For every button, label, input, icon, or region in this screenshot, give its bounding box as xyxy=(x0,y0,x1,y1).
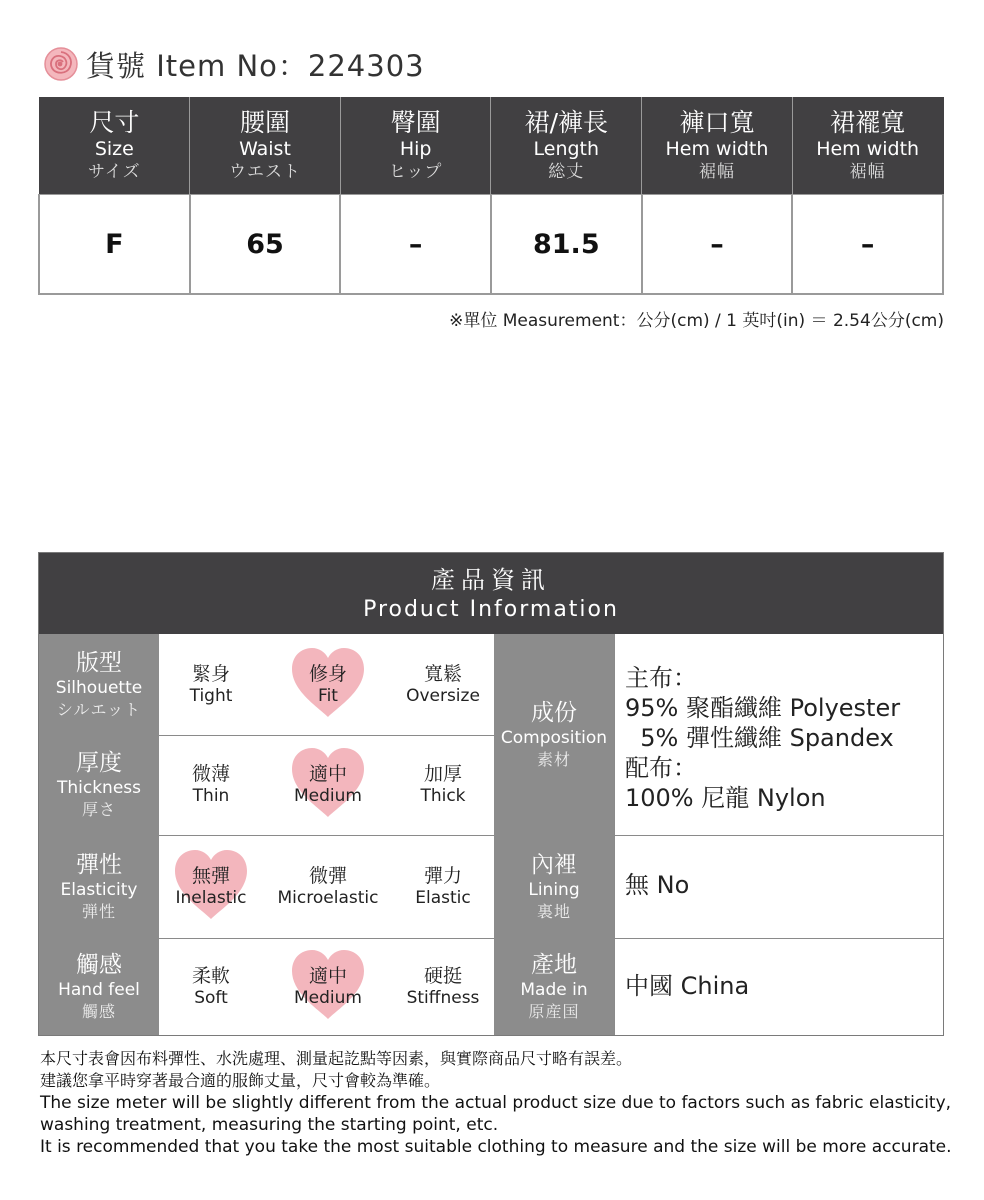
note-line: washing treatment, measuring the starting point, etc. xyxy=(40,1115,499,1135)
size-col-header-jp: 総丈 xyxy=(548,162,585,182)
attribute-label xyxy=(39,835,159,939)
size-col-header-jp: ウエスト xyxy=(228,162,301,182)
attribute-option xyxy=(273,938,383,1035)
attribute-label-zh: 彈性 xyxy=(76,851,122,878)
unit-note: ※單位 Measurement：公分(cm) / 1 英吋(in) ＝ 2.54公分(cm) xyxy=(449,311,944,331)
size-col-header-en: Waist xyxy=(239,138,291,160)
option-label-zh: 柔軟 xyxy=(191,964,230,987)
option-label-en: Medium xyxy=(294,786,362,806)
size-col-header xyxy=(190,97,341,195)
note-line: 本尺寸表會因布料彈性、水洗處理、測量起訖點等因素，與實際商品尺寸略有誤差。 xyxy=(40,1049,633,1068)
composition-label-zh: 成份 xyxy=(531,699,577,726)
note-line: 建議您拿平時穿著最合適的服飾丈量，尺寸會較為準確。 xyxy=(40,1071,441,1090)
size-col-header-zh: 尺寸 xyxy=(89,108,140,137)
origin-value: 中國 China xyxy=(625,972,750,1000)
option-label-zh: 微彈 xyxy=(308,864,347,887)
product-info-title-en: Product Information xyxy=(363,597,619,622)
attribute-option xyxy=(273,835,383,938)
size-cell: 65 xyxy=(190,195,341,295)
product-information-table xyxy=(38,552,944,1036)
size-cell: F xyxy=(39,195,190,295)
size-cell: – xyxy=(792,195,943,295)
size-col-header xyxy=(642,97,793,195)
size-table xyxy=(38,97,944,295)
option-label-en: Medium xyxy=(294,987,362,1008)
attribute-option xyxy=(156,835,266,938)
composition-label xyxy=(494,634,614,836)
composition-value xyxy=(625,663,900,813)
table-row xyxy=(39,195,943,295)
option-label-en: Fit xyxy=(318,685,338,706)
item-number: 貨號 Item No：224303 xyxy=(86,48,425,83)
size-col-header xyxy=(491,97,642,195)
lining-label-en: Lining xyxy=(528,879,580,900)
option-label-zh: 加厚 xyxy=(423,763,462,785)
note-line: It is recommended that you take the most suitable clothing to measure and the size will be more accurate. xyxy=(40,1137,952,1157)
disclaimer-notes xyxy=(40,1048,960,1158)
size-col-header-en: Size xyxy=(94,138,134,160)
attribute-label-en: Elasticity xyxy=(60,879,138,900)
lining-label-zh: 內裡 xyxy=(531,851,577,878)
attribute-option xyxy=(273,634,383,735)
size-col-header-jp: サイズ xyxy=(88,162,141,182)
lining-value: 無 No xyxy=(625,871,690,899)
attribute-label-en: Hand feel xyxy=(58,979,140,1000)
composition-line: 100% 尼龍 Nylon xyxy=(625,784,826,812)
size-col-header-en: Hem width xyxy=(665,138,769,160)
attribute-option xyxy=(388,634,498,735)
size-col-header xyxy=(39,97,190,195)
attribute-label-jp: 弾性 xyxy=(81,901,116,921)
option-label-en: Thick xyxy=(420,786,466,806)
attribute-label-zh: 厚度 xyxy=(76,750,122,776)
origin-label-jp: 原産国 xyxy=(528,1001,580,1021)
attribute-label-jp: シルエット xyxy=(56,699,142,719)
attribute-option xyxy=(156,634,266,735)
attribute-option xyxy=(273,735,383,835)
attribute-label xyxy=(39,938,159,1035)
attribute-label-jp: 厚さ xyxy=(81,800,116,819)
option-label-zh: 硬挺 xyxy=(423,964,462,987)
attribute-option xyxy=(388,938,498,1035)
product-info-header xyxy=(39,553,943,634)
option-label-zh: 微薄 xyxy=(191,763,230,785)
attribute-label xyxy=(39,735,159,836)
origin-label xyxy=(494,938,614,1035)
attribute-option xyxy=(156,938,266,1035)
attribute-option xyxy=(388,735,498,835)
composition-label-jp: 素材 xyxy=(536,749,571,769)
option-label-en: Oversize xyxy=(406,685,480,706)
option-label-en: Tight xyxy=(189,685,233,706)
size-col-header-jp: 裾幅 xyxy=(698,162,735,182)
size-cell: – xyxy=(340,195,491,295)
size-col-header xyxy=(340,97,491,195)
option-label-zh: 適中 xyxy=(308,763,347,785)
option-label-en: Inelastic xyxy=(175,887,247,908)
size-col-header-jp: ヒップ xyxy=(388,162,443,182)
option-label-zh: 無彈 xyxy=(191,864,230,887)
composition-line: 5% 彈性纖維 Spandex xyxy=(625,724,894,752)
attribute-label-zh: 版型 xyxy=(76,649,122,676)
option-label-en: Soft xyxy=(194,987,228,1008)
composition-line: 主布： xyxy=(625,664,697,692)
size-col-header-zh: 腰圍 xyxy=(239,108,290,137)
option-label-zh: 緊身 xyxy=(191,662,230,685)
size-cell: 81.5 xyxy=(491,195,642,295)
attribute-label xyxy=(39,634,159,736)
composition-line: 95% 聚酯纖維 Polyester xyxy=(625,694,901,722)
product-info-title-zh: 產品資訊 xyxy=(431,566,551,594)
option-label-en: Elastic xyxy=(415,887,471,908)
option-label-zh: 彈力 xyxy=(423,864,462,887)
size-cell: – xyxy=(642,195,793,295)
rose-icon xyxy=(44,47,78,81)
lining-label xyxy=(494,835,614,939)
attribute-label-zh: 觸感 xyxy=(76,951,122,978)
composition-line: 配布： xyxy=(625,754,697,782)
size-col-header-jp: 裾幅 xyxy=(849,162,886,182)
option-label-zh: 適中 xyxy=(308,964,347,987)
size-col-header-zh: 褲口寬 xyxy=(679,108,755,137)
attribute-label-jp: 觸感 xyxy=(81,1001,116,1021)
attribute-option xyxy=(156,735,266,835)
size-col-header-zh: 裙襬寬 xyxy=(830,108,906,137)
option-label-zh: 修身 xyxy=(308,662,347,685)
origin-label-zh: 產地 xyxy=(531,951,577,978)
attribute-option xyxy=(388,835,498,938)
option-label-zh: 寬鬆 xyxy=(423,662,462,685)
note-line: The size meter will be slightly different from the actual product size due to factors such as fabric elasticity, xyxy=(40,1093,952,1113)
size-col-header-zh: 臀圍 xyxy=(390,108,441,137)
composition-label-en: Composition xyxy=(500,727,608,748)
item-header xyxy=(44,44,425,84)
lining-label-jp: 裏地 xyxy=(536,901,571,921)
size-col-header xyxy=(792,97,943,195)
size-col-header-en: Hip xyxy=(399,138,432,160)
origin-label-en: Made in xyxy=(520,979,588,1000)
option-label-en: Stiffness xyxy=(406,987,480,1008)
attribute-label-en: Silhouette xyxy=(55,677,143,698)
size-col-header-en: Hem width xyxy=(816,138,920,160)
size-col-header-en: Length xyxy=(533,138,600,160)
size-col-header-zh: 裙/褲長 xyxy=(524,108,609,137)
option-label-en: Thin xyxy=(192,786,230,806)
option-label-en: Microelastic xyxy=(277,887,379,908)
attribute-label-en: Thickness xyxy=(56,778,142,798)
